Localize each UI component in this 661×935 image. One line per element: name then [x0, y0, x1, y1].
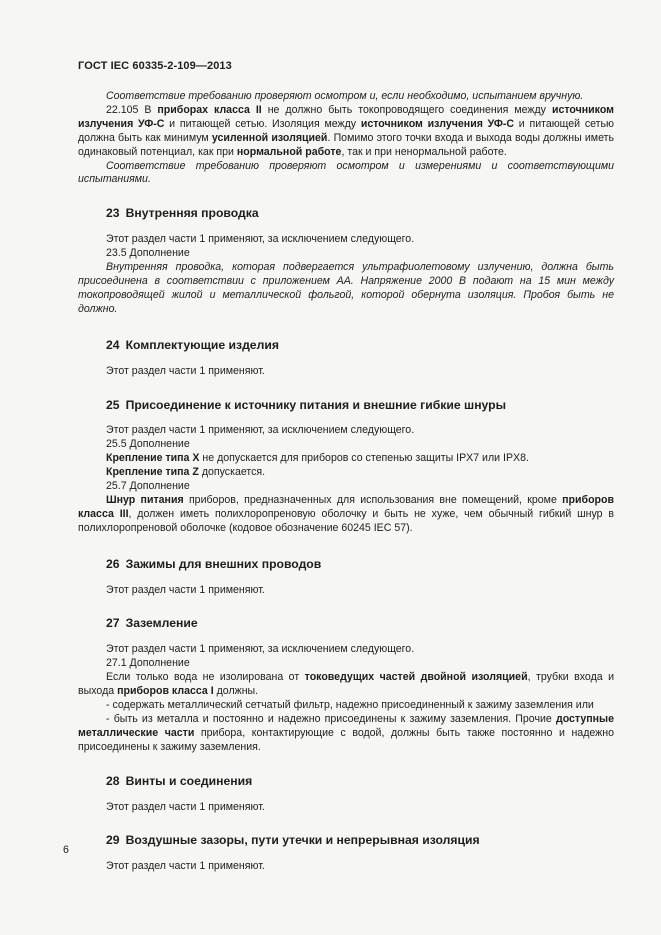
paragraph: Крепление типа X не допускается для приборов со степенью защиты IPX7 или IPX8.: [106, 452, 529, 465]
paragraph: Если только вода не изолирована от токоведущих частей двойной изоляцией, трубки входа и выхода приборов класса I должны.: [78, 671, 615, 698]
paragraph: Шнур питания приборов, предназначенных для использования вне помещений, кроме приборов класса III, должен иметь полихлоропреновую оболочку и быть не хуже, чем обычный гибкий шнур в полихлоропреновой оболочке (кодовое обозначение 60245 IEC 57).: [78, 493, 615, 534]
clause-label: 25.7 Дополнение: [106, 480, 190, 493]
paragraph: Соответствие требованию проверяют осмотром и измерениями и соответствующими испытаниями.: [78, 159, 614, 186]
paragraph: Этот раздел части 1 применяют.: [106, 583, 265, 596]
section-heading: 27 Заземление: [106, 616, 198, 631]
paragraph: Внутренняя проводка, которая подвергается ультрафиолетовому излучению, должна быть присоединена в соответствии с приложением АА. Напряжение 2000 В подают на 15 мин между токопроводящей жилой и металлической фольгой, которой обернута изоляция. Пробоя быть не должно.: [78, 261, 614, 315]
paragraph: Этот раздел части 1 применяют.: [106, 860, 265, 873]
paragraph: Этот раздел части 1 применяют, за исключением следующего.: [106, 233, 415, 246]
paragraph: Соответствие требованию проверяют осмотром и, если необходимо, испытанием вручную.: [106, 90, 584, 102]
paragraph: 22.105 В приборах класса II не должно быть токопроводящего соединения между источником излучения УФ-С и питающей сетью. Изоляция между источником излучения УФ-С и питающей сетью должна быть как минимум усиленной изоляцией. Помимо этого точки входа и выхода воды должны иметь одинаковый потенциал, как при нормальной работе, так и при ненормальной работе.: [78, 103, 614, 158]
section-heading: 26 Зажимы для внешних проводов: [106, 556, 322, 571]
paragraph: Этот раздел части 1 применяют, за исключением следующего.: [106, 424, 415, 437]
clause-label: 23.5 Дополнение: [106, 247, 190, 260]
section-heading: 29 Воздушные зазоры, пути утечки и непрерывная изоляция: [106, 833, 480, 848]
paragraph: Этот раздел части 1 применяют.: [106, 364, 265, 377]
document-body: [78, 90, 614, 874]
page-number: 6: [63, 844, 69, 856]
section-heading: 24 Комплектующие изделия: [106, 337, 279, 352]
list-item: - быть из металла и постоянно и надежно присоединены к зажиму заземления. Прочие доступные металлические части прибора, контактирующие с водой, должны быть также постоянно и надежно присоединены к зажиму заземления.: [78, 712, 614, 753]
clause-label: 27.1 Дополнение: [106, 657, 190, 670]
section-heading: 28 Винты и соединения: [106, 773, 253, 788]
paragraph: Крепление типа Z допускается.: [106, 466, 266, 479]
paragraph: Этот раздел части 1 применяют.: [106, 800, 265, 813]
document-header: ГОСТ IEC 60335-2-109—2013: [78, 60, 232, 72]
clause-label: 25.5 Дополнение: [106, 438, 190, 451]
section-heading: 23 Внутренняя проводка: [106, 206, 259, 221]
list-item: - содержать металлический сетчатый фильтр, надежно присоединенный к зажиму заземления или: [106, 699, 594, 711]
section-heading: 25 Присоединение к источнику питания и внешние гибкие шнуры: [106, 397, 507, 412]
paragraph: Этот раздел части 1 применяют, за исключением следующего.: [106, 643, 415, 656]
